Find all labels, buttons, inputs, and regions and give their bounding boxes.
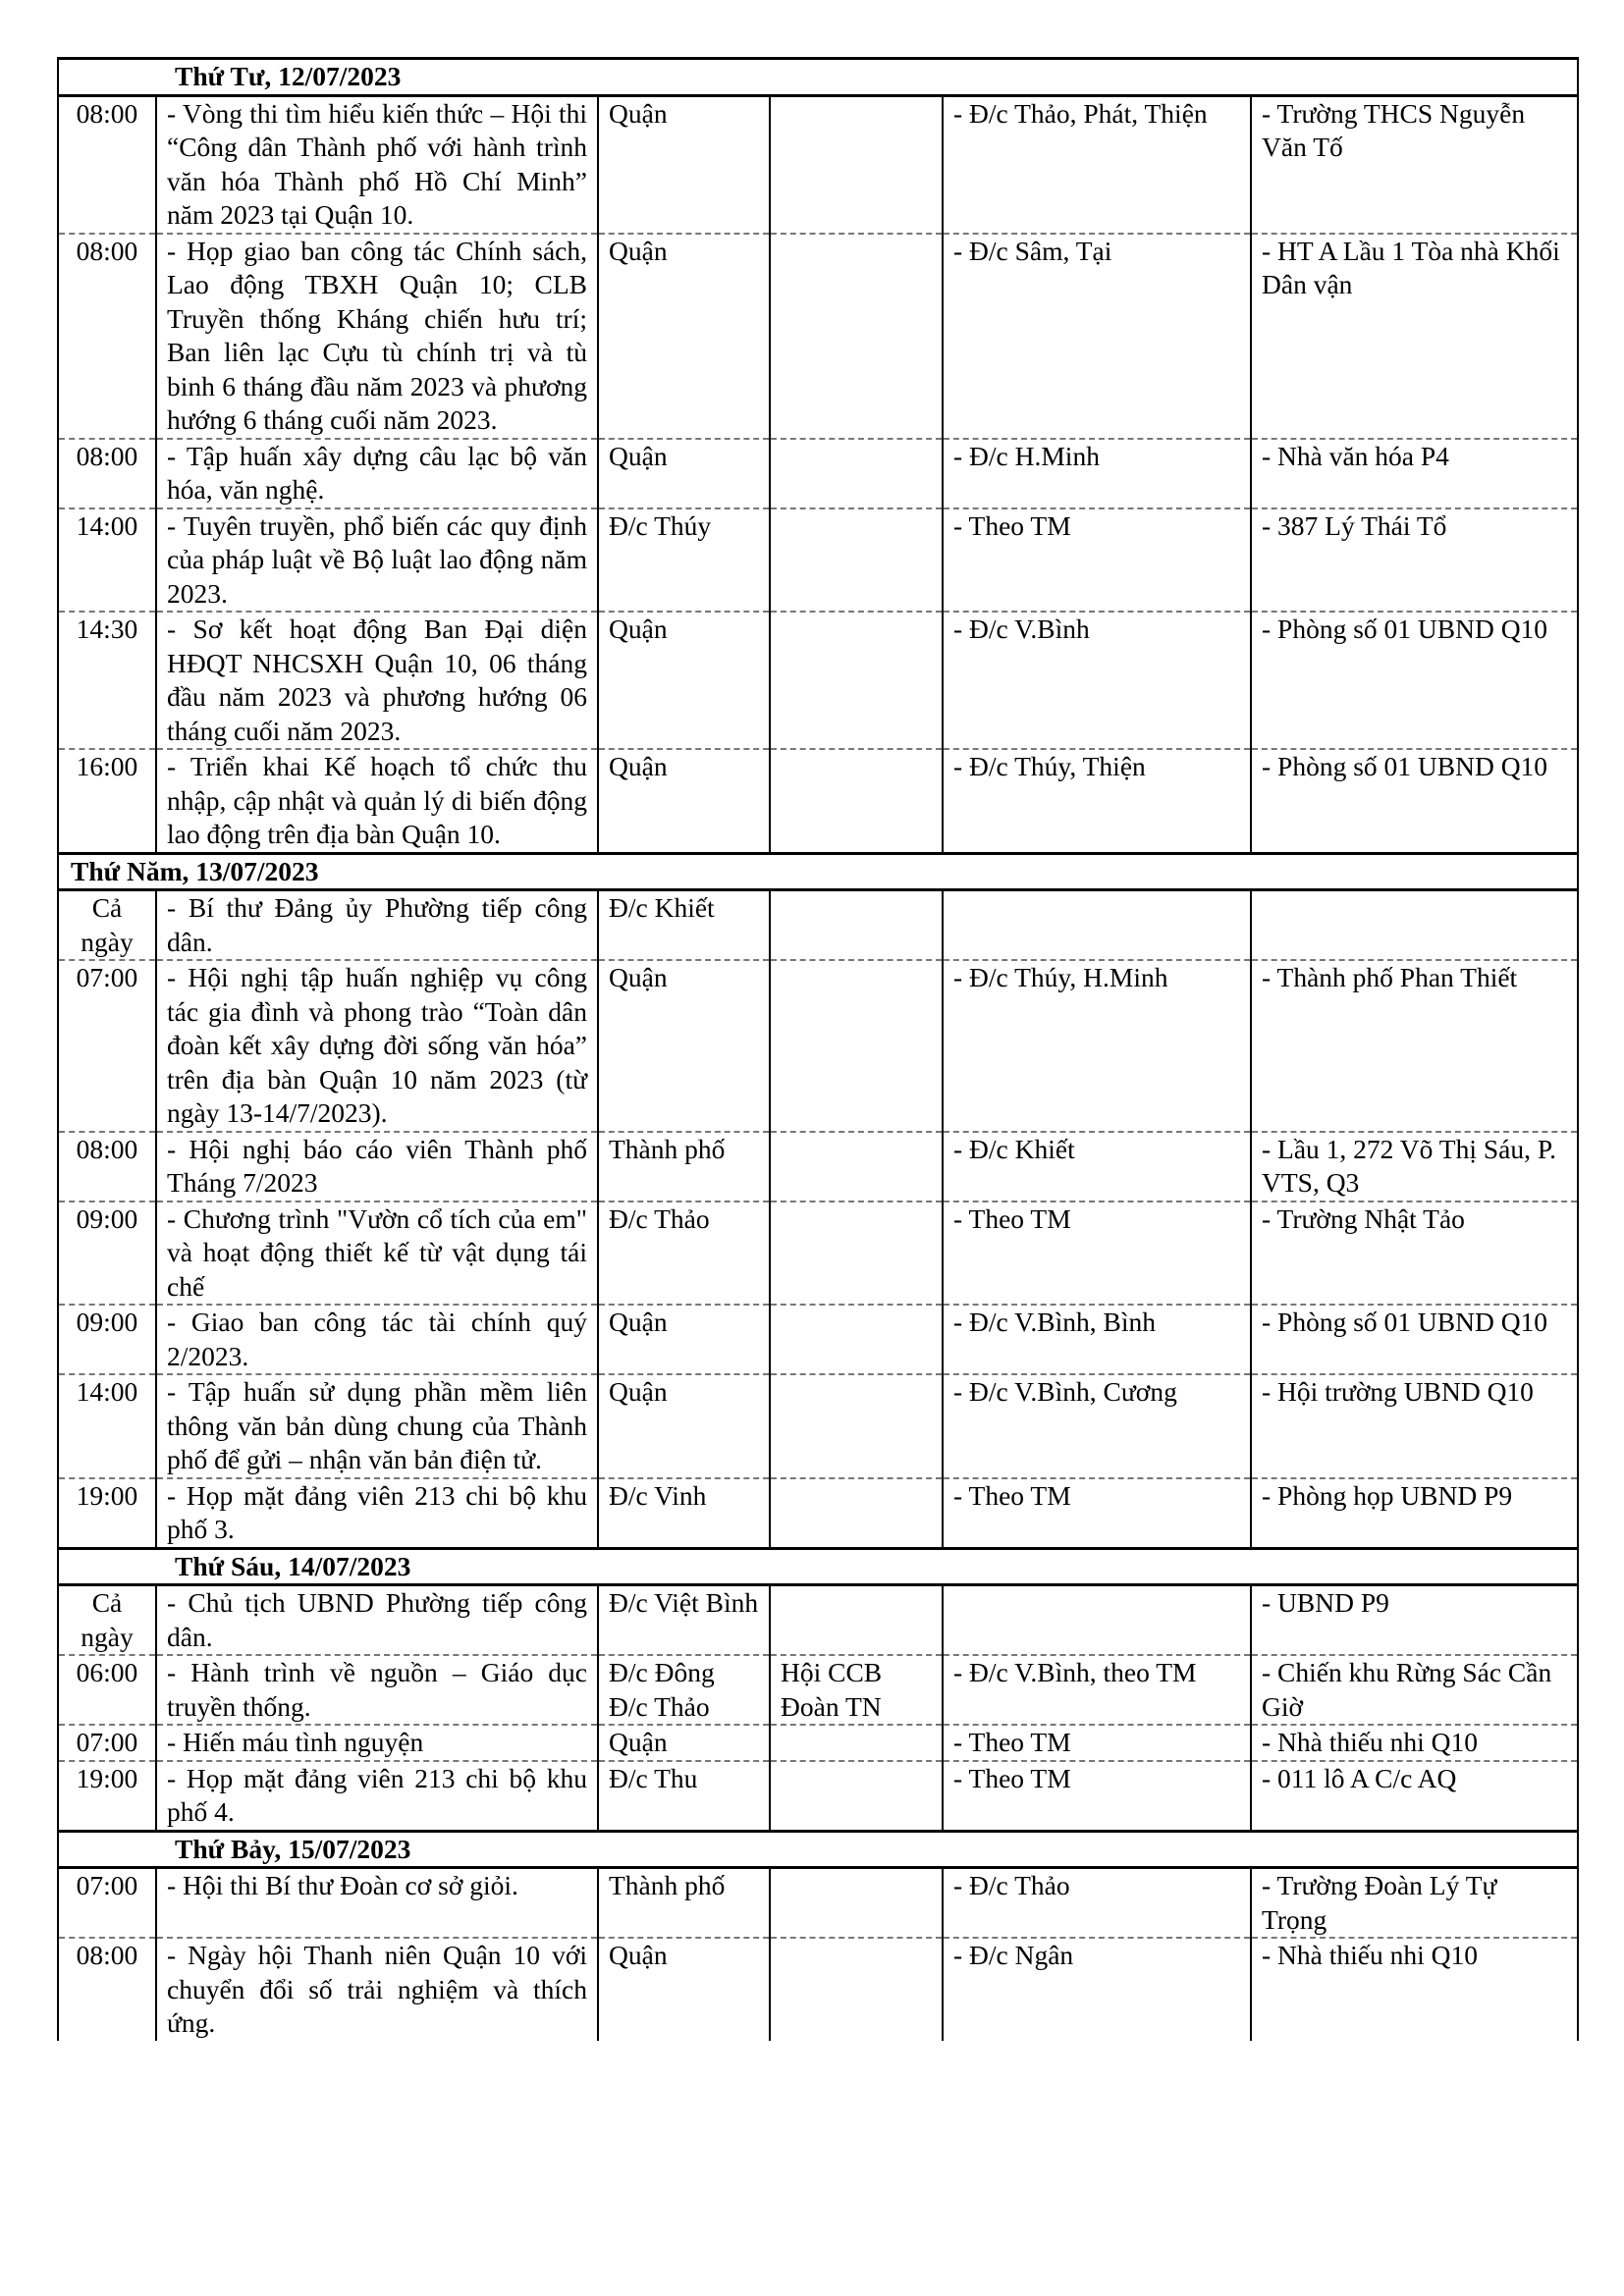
event-location: - Phòng số 01 UBND Q10 [1251, 749, 1578, 853]
event-time: 07:00 [58, 1725, 156, 1761]
event-attendees: - Đ/c Thảo, Phát, Thiện [943, 95, 1251, 234]
event-coordinator [770, 1585, 943, 1656]
event-host: Quận [598, 1305, 770, 1374]
day-title: Thứ Năm, 13/07/2023 [58, 853, 1578, 890]
event-content: - Chương trình "Vườn cổ tích của em" và hoạt động thiết kế từ vật dụng tái chế [156, 1201, 598, 1306]
event-content: - Bí thư Đảng ủy Phường tiếp công dân. [156, 890, 598, 961]
event-coordinator [770, 508, 943, 613]
event-attendees: - Đ/c Ngân [943, 1938, 1251, 2041]
event-content: - Hành trình về nguồn – Giáo dục truyền thống. [156, 1655, 598, 1725]
event-content: - Tuyên truyền, phổ biến các quy định của pháp luật về Bộ luật lao động năm 2023. [156, 508, 598, 613]
event-coordinator [770, 1305, 943, 1374]
event-host: Đ/c Thu [598, 1761, 770, 1832]
event-coordinator [770, 95, 943, 234]
day-header-row [58, 59, 1578, 96]
event-attendees: - Đ/c H.Minh [943, 439, 1251, 508]
event-time: 14:00 [58, 508, 156, 613]
event-time: 07:00 [58, 1868, 156, 1939]
event-time: 14:30 [58, 612, 156, 749]
event-location: - 011 lô A C/c AQ [1251, 1761, 1578, 1832]
event-coordinator [770, 1478, 943, 1549]
event-attendees: - Đ/c Thảo [943, 1868, 1251, 1939]
event-attendees: - Đ/c Sâm, Tại [943, 234, 1251, 439]
event-location: - Lầu 1, 272 Võ Thị Sáu, P. VTS, Q3 [1251, 1132, 1578, 1201]
table-row [58, 749, 1578, 853]
event-attendees: - Đ/c V.Bình, Bình [943, 1305, 1251, 1374]
day-header-row [58, 853, 1578, 890]
table-row [58, 1868, 1578, 1939]
event-host: Thành phố [598, 1868, 770, 1939]
event-attendees: - Theo TM [943, 508, 1251, 613]
event-host: Quận [598, 439, 770, 508]
event-location: - UBND P9 [1251, 1585, 1578, 1656]
table-row [58, 1201, 1578, 1306]
event-content: - Giao ban công tác tài chính quý 2/2023. [156, 1305, 598, 1374]
event-coordinator [770, 890, 943, 961]
event-host: Quận [598, 1374, 770, 1478]
event-host: Quận [598, 612, 770, 749]
event-host: Đ/c Khiết [598, 890, 770, 961]
event-time: 08:00 [58, 1132, 156, 1201]
table-row [58, 1374, 1578, 1478]
event-content: - Ngày hội Thanh niên Quận 10 với chuyển đổi số trải nghiệm và thích ứng. [156, 1938, 598, 2041]
table-row [58, 1478, 1578, 1549]
table-row [58, 1938, 1578, 2041]
event-location: - Phòng số 01 UBND Q10 [1251, 612, 1578, 749]
event-content: - Tập huấn xây dựng câu lạc bộ văn hóa, văn nghệ. [156, 439, 598, 508]
table-row [58, 612, 1578, 749]
event-attendees: - Theo TM [943, 1201, 1251, 1306]
event-attendees: - Đ/c V.Bình, theo TM [943, 1655, 1251, 1725]
event-location: - Trường Đoàn Lý Tự Trọng [1251, 1868, 1578, 1939]
event-host: Quận [598, 234, 770, 439]
event-coordinator [770, 1761, 943, 1832]
event-time: 19:00 [58, 1478, 156, 1549]
table-row [58, 439, 1578, 508]
event-coordinator: Hội CCB Đoàn TN [770, 1655, 943, 1725]
event-host: Đ/c Thúy [598, 508, 770, 613]
event-location: - Nhà văn hóa P4 [1251, 439, 1578, 508]
event-attendees: - Đ/c Thúy, H.Minh [943, 960, 1251, 1132]
event-content: - Hiến máu tình nguyện [156, 1725, 598, 1761]
day-title: Thứ Tư, 12/07/2023 [58, 59, 1578, 96]
event-host: Quận [598, 749, 770, 853]
event-time: 08:00 [58, 1938, 156, 2041]
event-attendees: - Theo TM [943, 1761, 1251, 1832]
event-location: - Nhà thiếu nhi Q10 [1251, 1938, 1578, 2041]
event-attendees: - Đ/c Khiết [943, 1132, 1251, 1201]
event-location: - Trường Nhật Tảo [1251, 1201, 1578, 1306]
event-location: - Thành phố Phan Thiết [1251, 960, 1578, 1132]
event-attendees [943, 1585, 1251, 1656]
event-content: - Hội nghị báo cáo viên Thành phố Tháng 7/2023 [156, 1132, 598, 1201]
event-content: - Tập huấn sử dụng phần mềm liên thông văn bản dùng chung của Thành phố để gửi – nhận văn bản điện tử. [156, 1374, 598, 1478]
event-host: Đ/c Đông Đ/c Thảo [598, 1655, 770, 1725]
event-content: - Họp giao ban công tác Chính sách, Lao động TBXH Quận 10; CLB Truyền thống Kháng chiến hưu trí; Ban liên lạc Cựu tù chính trị và tù binh 6 tháng đầu năm 2023 và phương hướng 6 tháng cuối năm 2023. [156, 234, 598, 439]
table-row [58, 960, 1578, 1132]
event-attendees: - Đ/c Thúy, Thiện [943, 749, 1251, 853]
event-coordinator [770, 1938, 943, 2041]
event-host: Thành phố [598, 1132, 770, 1201]
event-host: Quận [598, 960, 770, 1132]
event-content: - Họp mặt đảng viên 213 chi bộ khu phố 3. [156, 1478, 598, 1549]
event-content: - Chủ tịch UBND Phường tiếp công dân. [156, 1585, 598, 1656]
event-time: 09:00 [58, 1201, 156, 1306]
day-header-row [58, 1548, 1578, 1585]
event-coordinator [770, 1201, 943, 1306]
event-location: - Nhà thiếu nhi Q10 [1251, 1725, 1578, 1761]
event-host: Đ/c Vinh [598, 1478, 770, 1549]
event-time: 16:00 [58, 749, 156, 853]
event-time: 08:00 [58, 95, 156, 234]
event-coordinator [770, 960, 943, 1132]
day-title: Thứ Bảy, 15/07/2023 [58, 1831, 1578, 1868]
event-attendees: - Đ/c V.Bình [943, 612, 1251, 749]
event-location: - Phòng số 01 UBND Q10 [1251, 1305, 1578, 1374]
table-row [58, 1655, 1578, 1725]
day-title: Thứ Sáu, 14/07/2023 [58, 1548, 1578, 1585]
event-content: - Họp mặt đảng viên 213 chi bộ khu phố 4. [156, 1761, 598, 1832]
table-row [58, 1305, 1578, 1374]
event-time: 14:00 [58, 1374, 156, 1478]
event-coordinator [770, 612, 943, 749]
table-row [58, 95, 1578, 234]
event-content: - Hội nghị tập huấn nghiệp vụ công tác gia đình và phong trào “Toàn dân đoàn kết xây dựng đời sống văn hóa” trên địa bàn Quận 10 năm 2023 (từ ngày 13-14/7/2023). [156, 960, 598, 1132]
event-content: - Triển khai Kế hoạch tổ chức thu nhập, cập nhật và quản lý di biến động lao động trên địa bàn Quận 10. [156, 749, 598, 853]
event-location: - Trường THCS Nguyễn Văn Tố [1251, 95, 1578, 234]
table-row [58, 890, 1578, 961]
event-time: 08:00 [58, 439, 156, 508]
event-attendees: - Theo TM [943, 1478, 1251, 1549]
event-content: - Hội thi Bí thư Đoàn cơ sở giỏi. [156, 1868, 598, 1939]
event-location: - 387 Lý Thái Tổ [1251, 508, 1578, 613]
event-location: - Chiến khu Rừng Sác Cần Giờ [1251, 1655, 1578, 1725]
day-header-row [58, 1831, 1578, 1868]
event-time: Cả ngày [58, 890, 156, 961]
event-location: - Hội trường UBND Q10 [1251, 1374, 1578, 1478]
table-row [58, 508, 1578, 613]
event-coordinator [770, 1868, 943, 1939]
event-content: - Sơ kết hoạt động Ban Đại diện HĐQT NHCSXH Quận 10, 06 tháng đầu năm 2023 và phương hướng 06 tháng cuối năm 2023. [156, 612, 598, 749]
table-row [58, 1132, 1578, 1201]
event-content: - Vòng thi tìm hiểu kiến thức – Hội thi “Công dân Thành phố với hành trình văn hóa Thành phố Hồ Chí Minh” năm 2023 tại Quận 10. [156, 95, 598, 234]
event-host: Quận [598, 95, 770, 234]
event-attendees: - Đ/c V.Bình, Cương [943, 1374, 1251, 1478]
event-time: 08:00 [58, 234, 156, 439]
event-coordinator [770, 234, 943, 439]
event-host: Đ/c Việt Bình [598, 1585, 770, 1656]
table-row [58, 1725, 1578, 1761]
table-row [58, 1585, 1578, 1656]
event-coordinator [770, 1132, 943, 1201]
event-time: 07:00 [58, 960, 156, 1132]
event-host: Quận [598, 1725, 770, 1761]
table-row [58, 234, 1578, 439]
event-time: 06:00 [58, 1655, 156, 1725]
event-attendees: - Theo TM [943, 1725, 1251, 1761]
event-host: Quận [598, 1938, 770, 2041]
event-coordinator [770, 1374, 943, 1478]
table-row [58, 1761, 1578, 1832]
schedule-page [57, 57, 1577, 2041]
event-coordinator [770, 749, 943, 853]
event-attendees [943, 890, 1251, 961]
event-location [1251, 890, 1578, 961]
event-location: - Phòng họp UBND P9 [1251, 1478, 1578, 1549]
weekly-schedule-table [57, 57, 1579, 2041]
event-location: - HT A Lầu 1 Tòa nhà Khối Dân vận [1251, 234, 1578, 439]
event-time: 19:00 [58, 1761, 156, 1832]
event-coordinator [770, 439, 943, 508]
event-host: Đ/c Thảo [598, 1201, 770, 1306]
event-time: Cả ngày [58, 1585, 156, 1656]
event-coordinator [770, 1725, 943, 1761]
event-time: 09:00 [58, 1305, 156, 1374]
